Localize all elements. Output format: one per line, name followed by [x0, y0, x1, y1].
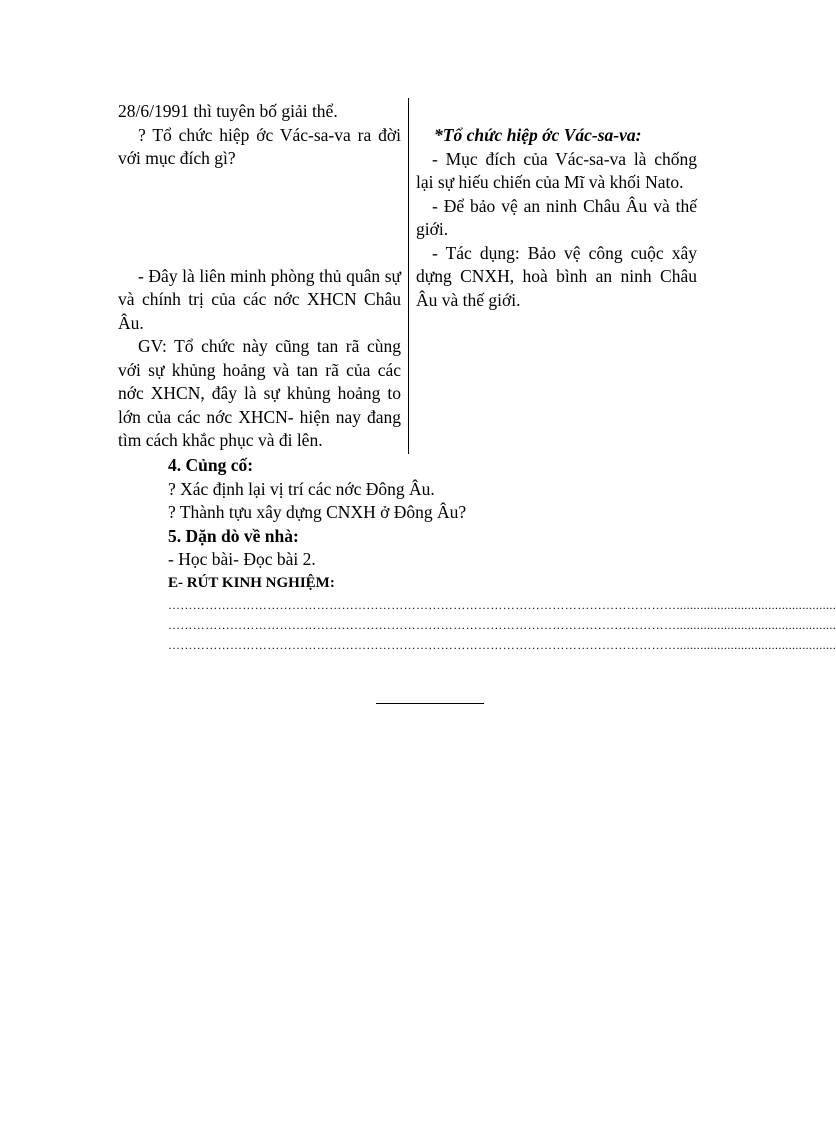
consolidation-question-2: ? Thành tựu xây dựng CNXH ở Đông Âu? — [168, 502, 467, 522]
left-question-warsaw-purpose: ? Tổ chức hiệp ớc Vác-sa-va ra đời với mục đích gì? — [118, 124, 401, 168]
end-separator-line — [376, 703, 484, 704]
left-column — [118, 100, 401, 453]
right-heading-warsaw-pact: *Tổ chức hiệp ớc Vác-sa-va: — [434, 125, 642, 145]
left-spacer — [118, 171, 401, 265]
experience-title: E- RÚT KINH NGHIỆM: — [168, 574, 335, 591]
left-paragraph-alliance: - Đây là liên minh phòng thủ quân sự và chính trị của các nớc XHCN Châu Âu. — [118, 265, 401, 333]
right-paragraph-effect: - Tác dụng: Bảo vệ công cuộc xây dựng CNXH, hoà bình an ninh Châu Âu và thế giới. — [416, 242, 697, 310]
column-divider — [408, 98, 409, 454]
left-paragraph-teacher-note: GV: Tổ chức này cũng tan rã cùng với sự khủng hoảng và tan rã của các nớc XHCN, đây là sự khủng hoảng to lớn của các nớc XHCN- hiện nay đang tìm cách khắc phục và đi lên. — [118, 336, 401, 450]
right-paragraph-security: - Để bảo vệ an ninh Châu Âu và thế giới. — [416, 195, 697, 239]
right-column — [416, 124, 697, 312]
lesson-closing-section — [168, 454, 836, 655]
left-paragraph-dissolution: 28/6/1991 thì tuyên bố giải thể. — [118, 101, 338, 121]
experience-dotted-line-3: ……………………………………………………………………………………………………………............................................... — [168, 638, 836, 652]
experience-dotted-line-1: ……………………………………………………………………………………………………………............................................... — [168, 598, 836, 612]
consolidation-title: 4. Củng cố: — [168, 455, 254, 475]
experience-dotted-line-2: ……………………………………………………………………………………………………………............................................... — [168, 618, 836, 632]
homework-item: - Học bài- Đọc bài 2. — [168, 549, 316, 569]
consolidation-question-1: ? Xác định lại vị trí các nớc Đông Âu. — [168, 478, 435, 499]
homework-title: 5. Dặn dò về nhà: — [168, 525, 299, 546]
right-paragraph-purpose: - Mục đích của Vác-sa-va là chống lại sự hiếu chiến của Mĩ và khối Nato. — [416, 148, 697, 192]
